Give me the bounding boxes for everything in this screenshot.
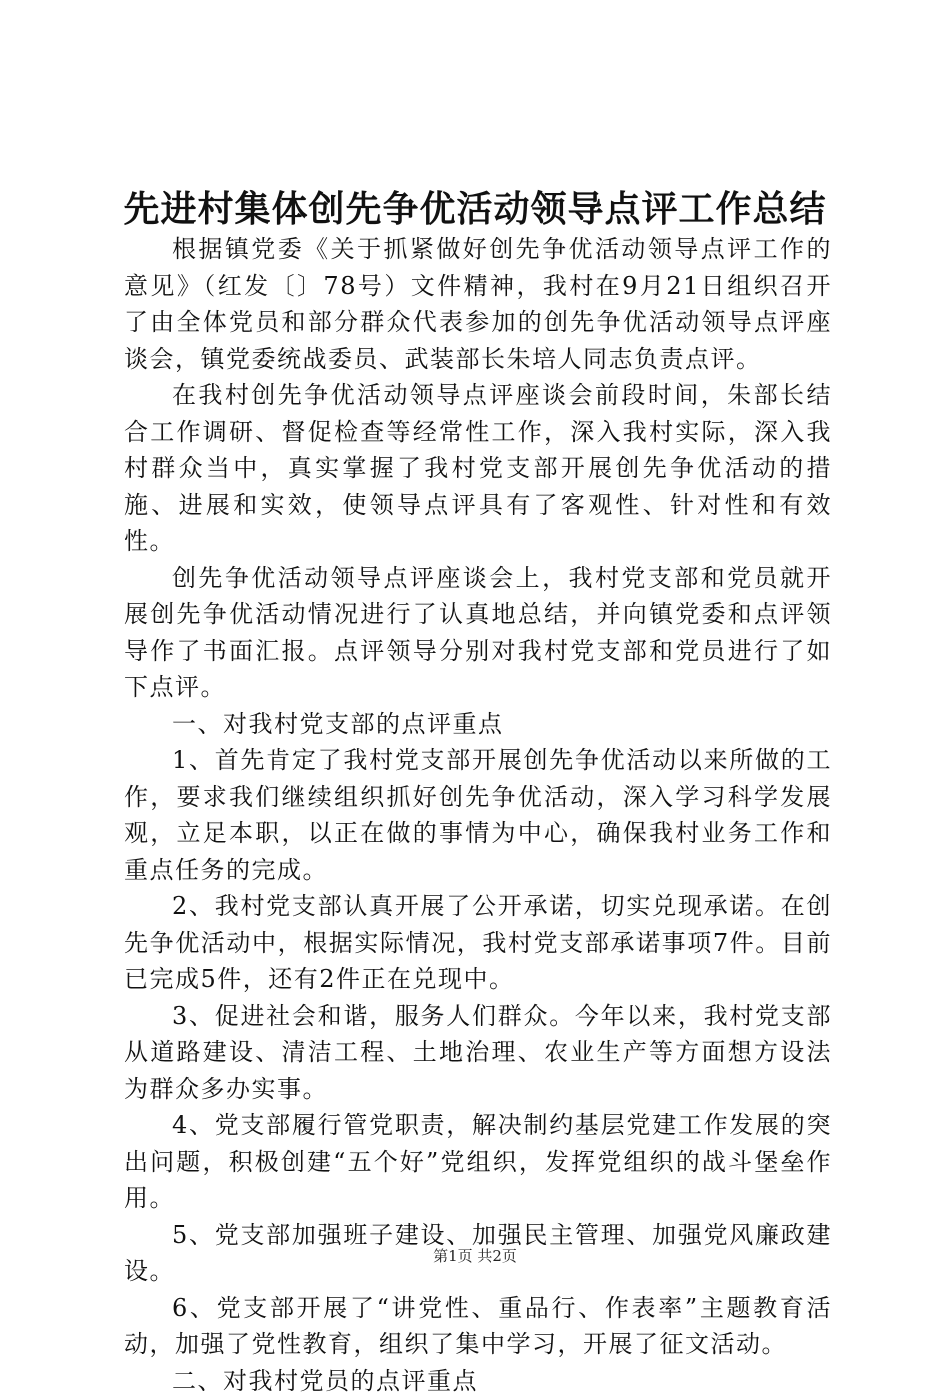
paragraph-item-5: 5、党支部加强班子建设、加强民主管理、加强党风廉政建设。 [124, 1217, 832, 1290]
paragraph-background: 在我村创先争优活动领导点评座谈会前段时间，朱部长结合工作调研、督促检查等经常性工作，深入我村实际，深入我村群众当中，真实掌握了我村党支部开展创先争优活动的措施、进展和实效，使领导点评具有了客观性、针对性和有效性。 [124, 377, 832, 560]
paragraph-intro: 根据镇党委《关于抓紧做好创先争优活动领导点评工作的意见》（红发〔〕78号）文件精神，我村在9月21日组织召开了由全体党员和部分群众代表参加的创先争优活动领导点评座谈会，镇党委统战委员、武装部长朱培人同志负责点评。 [124, 231, 832, 377]
paragraph-item-1: 1、首先肯定了我村党支部开展创先争优活动以来所做的工作，要求我们继续组织抓好创先争优活动，深入学习科学发展观，立足本职，以正在做的事情为中心，确保我村业务工作和重点任务的完成。 [124, 742, 832, 888]
paragraph-meeting: 创先争优活动领导点评座谈会上，我村党支部和党员就开展创先争优活动情况进行了认真地总结，并向镇党委和点评领导作了书面汇报。点评领导分别对我村党支部和党员进行了如下点评。 [124, 560, 832, 706]
paragraph-item-4: 4、党支部履行管党职责，解决制约基层党建工作发展的突出问题，积极创建“五个好”党组织，发挥党组织的战斗堡垒作用。 [124, 1107, 832, 1217]
document-title: 先进村集体创先争优活动领导点评工作总结 [0, 186, 950, 232]
paragraph-item-6: 6、党支部开展了“讲党性、重品行、作表率”主题教育活动，加强了党性教育，组织了集中学习，开展了征文活动。 [124, 1290, 832, 1363]
section-heading-members: 二、对我村党员的点评重点 [124, 1363, 832, 1399]
section-heading-branch: 一、对我村党支部的点评重点 [124, 706, 832, 743]
page-footer: 第1页 共2页 [0, 1246, 950, 1266]
document-body [124, 231, 832, 1399]
paragraph-item-2: 2、我村党支部认真开展了公开承诺，切实兑现承诺。在创先争优活动中，根据实际情况，我村党支部承诺事项7件。目前已完成5件，还有2件正在兑现中。 [124, 888, 832, 998]
paragraph-item-3: 3、促进社会和谐，服务人们群众。今年以来，我村党支部从道路建设、清洁工程、土地治理、农业生产等方面想方设法为群众多办实事。 [124, 998, 832, 1108]
